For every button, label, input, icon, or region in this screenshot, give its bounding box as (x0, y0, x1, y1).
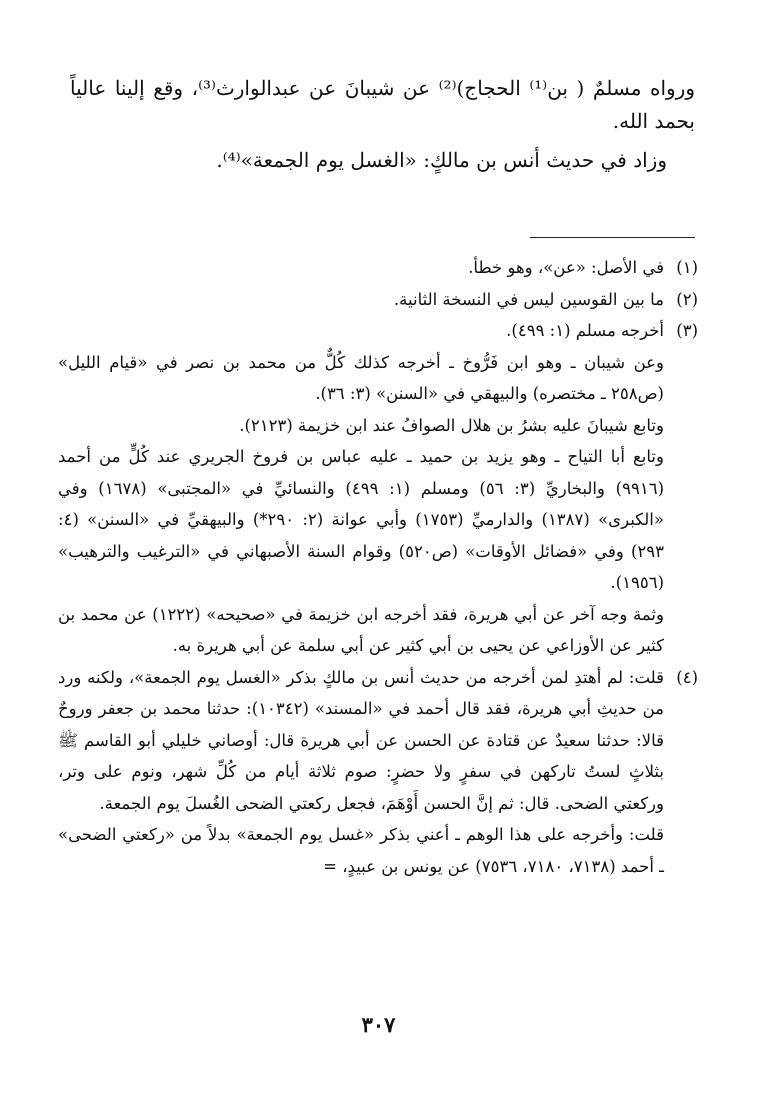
footnote-separator (530, 237, 695, 238)
main-paragraph-1: ورواه مسلمٌ ( بن⁽¹⁾ الحجاج)⁽²⁾ عن شيبانَ عن عبدالوارث⁽³⁾، وقع إلينا عالياً بحمد الله. (70, 76, 695, 133)
footnote-text: وعن شيبان ـ وهو ابن فَرُّوخ ـ أخرجه كذلك كُلٌّ من محمد بن نصر في «قيام الليل» (ص٢٥٨ ـ مختصره) والبيهقي في «السنن» (٣: ٣٦). (58, 352, 664, 403)
main-paragraph-2: وزاد في حديث أنس بن مالكٍ: «الغسل يوم الجمعة»⁽⁴⁾. (216, 148, 667, 172)
footnote-text: وتابع شيبانَ عليه بشرُ بن هلال الصوافُ عند ابن خزيمة (٢١٢٣). (239, 415, 664, 435)
footnote-text: قلت: لم أهتدِ لمن أخرجه من حديث أنس بن مالكٍ بذكر «الغسل يوم الجمعة»، ولكنه ورد من حديثِ أبي هريرة، فقد قال أحمد في «المسند» (١٠٣٤٢): حدثنا محمد بن جعفر وروحٌ قالا: حدثنا سعيدٌ عن قتادة عن الحسن عن أبي هريرة قال: أوصاني خليلي أبو القاسم ﷺ بثلاثٍ لستُ تاركهن في سفرٍ ولا حضرٍ: صوم ثلاثة أيام من كُلِّ شهر، ونوم على وتر، وركعتي الضحى. قال: ثم إنَّ الحسن أَوْهَمَ، فجعل ركعتي الضحى الغُسلَ يوم الجمعة. (58, 667, 665, 813)
footnote-text: في الأصل: «عن»، وهو خطأ. (468, 258, 664, 277)
footnote-number: (٢) (676, 289, 698, 309)
footnote-3 (58, 315, 698, 662)
footnote-number: (٣) (676, 321, 698, 340)
footnote-number: (١) (676, 258, 698, 277)
footnote-2 (58, 284, 698, 316)
footnote-text: قلت: وأخرجه على هذا الوهم ـ أعني بذكر «غسل يوم الجمعة» بدلاً من «ركعتي الضحى» ـ أحمد (٧١٣٨، ٧١٨٠، ٧٥٣٦) عن يونس بن عبيدٍ، = (58, 825, 664, 876)
footnote-4 (58, 662, 698, 883)
footnote-1 (58, 252, 698, 284)
footnotes (58, 252, 698, 882)
main-text (70, 72, 695, 177)
footnote-text: وثمة وجه آخر عن أبي هريرة، فقد أخرجه ابن خزيمة في «صحيحه» (١٢٢٢) عن محمد بن كثير عن الأوزاعي عن يحيى بن أبي كثير عن أبي سلمة عن أبي هريرة به. (58, 604, 664, 655)
footnote-number: (٤) (676, 667, 698, 687)
footnote-text: ما بين القوسين ليس في النسخة الثانية. (393, 289, 664, 309)
footnote-text: أخرجه مسلم (١: ٤٩٩). (506, 321, 664, 340)
footnote-text: وتابع أبا التياح ـ وهو يزيد بن حميد ـ عليه عباس بن فروخ الجريري عند كُلٍّ من أحمد (٩٩١٦) والبخاريِّ (٣: ٥٦) ومسلم (١: ٤٩٩) والنسائيِّ في «المجتبى» (١٦٧٨) وفي «الكبرى» (١٣٨٧) والدارميِّ (١٧٥٣) وأبي عوانة (٢: ٢٩٠*) والبيهقيِّ في «السنن» (٤: ٢٩٣) وفي «فضائل الأوقات» (ص٥٢٠) وقوام السنة الأصبهاني في «الترغيب والترهيب» (١٩٥٦). (58, 447, 664, 592)
page-number: ٣٠٧ (361, 1012, 396, 1037)
